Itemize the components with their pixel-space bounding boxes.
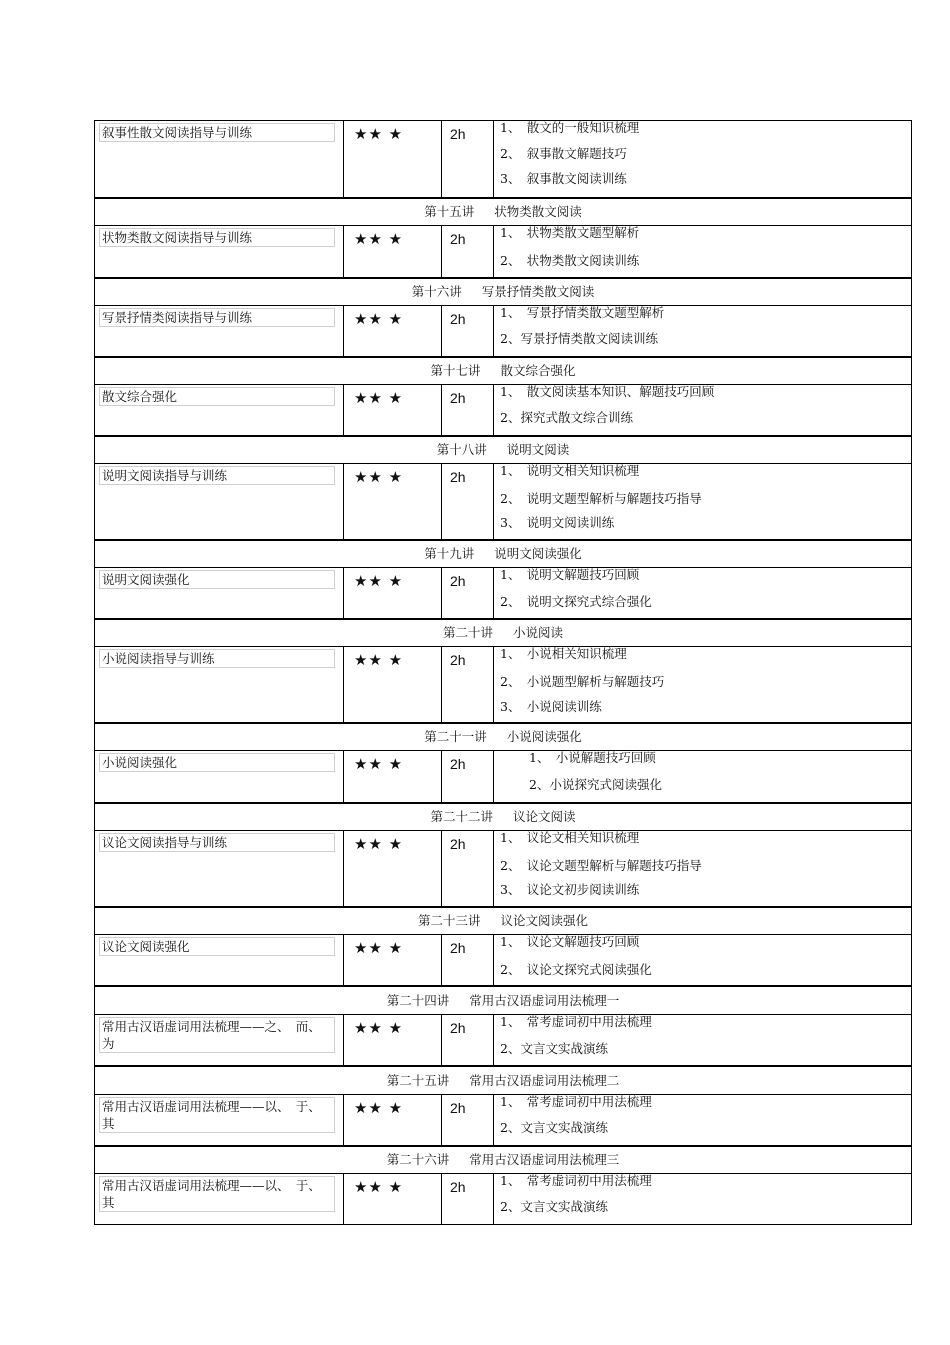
difficulty-cell	[344, 1015, 442, 1065]
lesson-section	[94, 278, 912, 357]
lesson-header	[95, 357, 911, 384]
topic-cell	[95, 306, 344, 356]
lesson-section	[94, 619, 912, 723]
hours-value: 2h	[450, 940, 466, 956]
difficulty-cell	[344, 568, 442, 618]
difficulty-stars: ★★ ★	[354, 1099, 404, 1117]
difficulty-stars: ★★ ★	[354, 835, 404, 853]
hours-value: 2h	[450, 652, 466, 668]
lesson-number: 第二十讲	[442, 625, 493, 640]
lesson-section	[94, 357, 912, 436]
topic-name: 议论文阅读指导与训练	[99, 833, 335, 852]
content-cell	[494, 1095, 911, 1145]
lesson-header	[95, 540, 911, 567]
lesson-section	[94, 120, 912, 198]
lesson-title: 常用古汉语虚词用法梳理一	[469, 993, 620, 1008]
content-item: 2、 说明文题型解析与解题技巧指导	[500, 491, 702, 506]
content-cell	[494, 1015, 911, 1065]
lesson-header	[95, 723, 911, 750]
lesson-title: 说明文阅读	[506, 442, 570, 457]
lesson-header	[95, 619, 911, 646]
content-item: 2、文言文实战演练	[500, 1120, 608, 1135]
lesson-row	[95, 305, 911, 356]
lesson-header	[95, 907, 911, 934]
hours-value: 2h	[450, 469, 466, 485]
lesson-title: 状物类散文阅读	[494, 204, 582, 219]
difficulty-stars: ★★ ★	[354, 939, 404, 957]
content-item: 1、 议论文相关知识梳理	[500, 830, 640, 845]
lesson-title: 小说阅读强化	[506, 729, 582, 744]
hours-value: 2h	[450, 126, 466, 142]
content-item: 2、探究式散文综合训练	[500, 410, 633, 425]
lesson-header	[95, 803, 911, 830]
topic-cell	[95, 751, 344, 802]
hours-cell	[442, 121, 494, 197]
lesson-title: 常用古汉语虚词用法梳理三	[469, 1152, 620, 1167]
lesson-section	[94, 540, 912, 619]
content-cell	[494, 935, 911, 985]
topic-cell	[95, 647, 344, 722]
lesson-title: 写景抒情类散文阅读	[481, 284, 595, 299]
topic-cell	[95, 831, 344, 906]
hours-cell	[442, 647, 494, 722]
lesson-number: 第二十五讲	[386, 1073, 450, 1088]
content-cell	[494, 568, 911, 618]
hours-value: 2h	[450, 311, 466, 327]
content-item: 1、 说明文相关知识梳理	[500, 463, 640, 478]
lesson-header	[95, 278, 911, 305]
content-item: 2、文言文实战演练	[500, 1199, 608, 1214]
lesson-row	[95, 463, 911, 539]
content-cell	[494, 647, 911, 722]
topic-name: 写景抒情类阅读指导与训练	[99, 308, 335, 327]
content-item: 1、 议论文解题技巧回顾	[500, 934, 640, 949]
topic-cell	[95, 1095, 344, 1145]
topic-name: 常用古汉语虚词用法梳理——以、 于、其	[99, 1097, 335, 1133]
lesson-row	[95, 1014, 911, 1065]
difficulty-cell	[344, 464, 442, 539]
hours-value: 2h	[450, 231, 466, 247]
lesson-number: 第二十三讲	[417, 913, 481, 928]
topic-name: 常用古汉语虚词用法梳理——以、 于、其	[99, 1176, 335, 1212]
content-cell	[494, 831, 911, 906]
hours-cell	[442, 306, 494, 356]
content-cell	[494, 306, 911, 356]
hours-cell	[442, 935, 494, 985]
difficulty-cell	[344, 1095, 442, 1145]
topic-name: 说明文阅读强化	[99, 570, 335, 589]
topic-cell	[95, 935, 344, 985]
difficulty-stars: ★★ ★	[354, 310, 404, 328]
lesson-header	[95, 436, 911, 463]
content-item: 1、 写景抒情类散文题型解析	[500, 305, 665, 320]
topic-name: 叙事性散文阅读指导与训练	[99, 123, 335, 142]
topic-cell	[95, 464, 344, 539]
hours-cell	[442, 1095, 494, 1145]
topic-cell	[95, 568, 344, 618]
lesson-number: 第十八讲	[436, 442, 487, 457]
hours-cell	[442, 568, 494, 618]
hours-cell	[442, 385, 494, 435]
lesson-section	[94, 723, 912, 803]
hours-cell	[442, 1015, 494, 1065]
content-item: 3、 说明文阅读训练	[500, 515, 615, 530]
lesson-number: 第十五讲	[424, 204, 475, 219]
topic-name: 小说阅读指导与训练	[99, 649, 335, 668]
lesson-row	[95, 121, 911, 197]
content-item: 2、 议论文探究式阅读强化	[500, 962, 652, 977]
lesson-row	[95, 1094, 911, 1145]
lesson-header	[95, 1146, 911, 1173]
lesson-section	[94, 198, 912, 278]
difficulty-cell	[344, 121, 442, 197]
content-item: 1、 散文的一般知识梳理	[500, 120, 640, 135]
difficulty-stars: ★★ ★	[354, 468, 404, 486]
difficulty-stars: ★★ ★	[354, 651, 404, 669]
difficulty-stars: ★★ ★	[354, 389, 404, 407]
lesson-number: 第十七讲	[430, 363, 481, 378]
lesson-section	[94, 1066, 912, 1146]
topic-cell	[95, 1015, 344, 1065]
lesson-header	[95, 1066, 911, 1094]
difficulty-cell	[344, 385, 442, 435]
lesson-row	[95, 934, 911, 985]
difficulty-stars: ★★ ★	[354, 1178, 404, 1196]
lesson-title: 散文综合强化	[500, 363, 576, 378]
topic-name: 状物类散文阅读指导与训练	[99, 228, 335, 247]
difficulty-cell	[344, 1174, 442, 1224]
content-item: 1、 常考虚词初中用法梳理	[500, 1094, 652, 1109]
hours-value: 2h	[450, 390, 466, 406]
hours-cell	[442, 1174, 494, 1224]
hours-cell	[442, 464, 494, 539]
topic-cell	[95, 1174, 344, 1224]
hours-value: 2h	[450, 836, 466, 852]
content-cell	[494, 464, 911, 539]
content-item: 2、 说明文探究式综合强化	[500, 594, 652, 609]
content-item: 1、 小说相关知识梳理	[500, 646, 627, 661]
lesson-header	[95, 198, 911, 225]
lesson-row	[95, 225, 911, 277]
content-item: 2、 状物类散文阅读训练	[500, 253, 640, 268]
content-item: 3、 叙事散文阅读训练	[500, 171, 627, 186]
lesson-header	[95, 986, 911, 1014]
content-cell	[494, 1174, 911, 1224]
content-item: 1、 状物类散文题型解析	[500, 225, 640, 240]
topic-cell	[95, 226, 344, 277]
content-item: 1、 散文阅读基本知识、解题技巧回顾	[500, 384, 715, 399]
difficulty-stars: ★★ ★	[354, 230, 404, 248]
lesson-number: 第十九讲	[424, 546, 475, 561]
difficulty-stars: ★★ ★	[354, 125, 404, 143]
lesson-section	[94, 1146, 912, 1225]
content-item: 1、 说明文解题技巧回顾	[500, 567, 640, 582]
difficulty-cell	[344, 935, 442, 985]
content-item: 1、 常考虚词初中用法梳理	[500, 1173, 652, 1188]
curriculum-table	[94, 120, 912, 1225]
lesson-number: 第二十一讲	[424, 729, 487, 744]
lesson-row	[95, 830, 911, 906]
content-item: 3、 小说阅读训练	[500, 699, 602, 714]
lesson-row	[95, 646, 911, 722]
difficulty-cell	[344, 306, 442, 356]
lesson-section	[94, 436, 912, 540]
difficulty-stars: ★★ ★	[354, 572, 404, 590]
lesson-number: 第二十二讲	[430, 809, 493, 824]
lesson-title: 议论文阅读	[513, 809, 576, 824]
hours-value: 2h	[450, 573, 466, 589]
hours-value: 2h	[450, 756, 466, 772]
topic-name: 议论文阅读强化	[99, 937, 335, 956]
hours-cell	[442, 226, 494, 277]
lesson-title: 说明文阅读强化	[494, 546, 582, 561]
content-item: 2、 叙事散文解题技巧	[500, 146, 627, 161]
content-item: 1、 小说解题技巧回顾	[529, 750, 656, 765]
lesson-title: 小说阅读	[513, 625, 564, 640]
lesson-section	[94, 986, 912, 1066]
topic-name: 小说阅读强化	[99, 753, 335, 772]
hours-cell	[442, 751, 494, 802]
difficulty-cell	[344, 831, 442, 906]
lesson-row	[95, 384, 911, 435]
content-cell	[494, 121, 911, 197]
lesson-number: 第十六讲	[411, 284, 462, 299]
content-cell	[494, 751, 911, 802]
topic-name: 散文综合强化	[99, 387, 335, 406]
hours-cell	[442, 831, 494, 906]
difficulty-cell	[344, 751, 442, 802]
hours-value: 2h	[450, 1100, 466, 1116]
content-cell	[494, 226, 911, 277]
lesson-section	[94, 803, 912, 907]
content-item: 3、 议论文初步阅读训练	[500, 882, 640, 897]
difficulty-stars: ★★ ★	[354, 755, 404, 773]
lesson-title: 议论文阅读强化	[500, 913, 589, 928]
topic-name: 常用古汉语虚词用法梳理——之、 而、为	[99, 1017, 335, 1053]
topic-name: 说明文阅读指导与训练	[99, 466, 335, 485]
lesson-row	[95, 750, 911, 802]
lesson-row	[95, 567, 911, 618]
difficulty-cell	[344, 647, 442, 722]
difficulty-stars: ★★ ★	[354, 1019, 404, 1037]
content-item: 2、写景抒情类散文阅读训练	[500, 331, 658, 346]
hours-value: 2h	[450, 1020, 466, 1036]
lesson-number: 第二十四讲	[386, 993, 450, 1008]
lesson-number: 第二十六讲	[386, 1152, 450, 1167]
lesson-section	[94, 907, 912, 986]
content-item: 2、文言文实战演练	[500, 1041, 608, 1056]
topic-cell	[95, 121, 344, 197]
content-cell	[494, 385, 911, 435]
content-item: 2、小说探究式阅读强化	[529, 777, 662, 792]
content-item: 2、 议论文题型解析与解题技巧指导	[500, 858, 702, 873]
difficulty-cell	[344, 226, 442, 277]
content-item: 2、 小说题型解析与解题技巧	[500, 674, 665, 689]
hours-value: 2h	[450, 1179, 466, 1195]
lesson-title: 常用古汉语虚词用法梳理二	[469, 1073, 620, 1088]
lesson-row	[95, 1173, 911, 1224]
content-item: 1、 常考虚词初中用法梳理	[500, 1014, 652, 1029]
topic-cell	[95, 385, 344, 435]
